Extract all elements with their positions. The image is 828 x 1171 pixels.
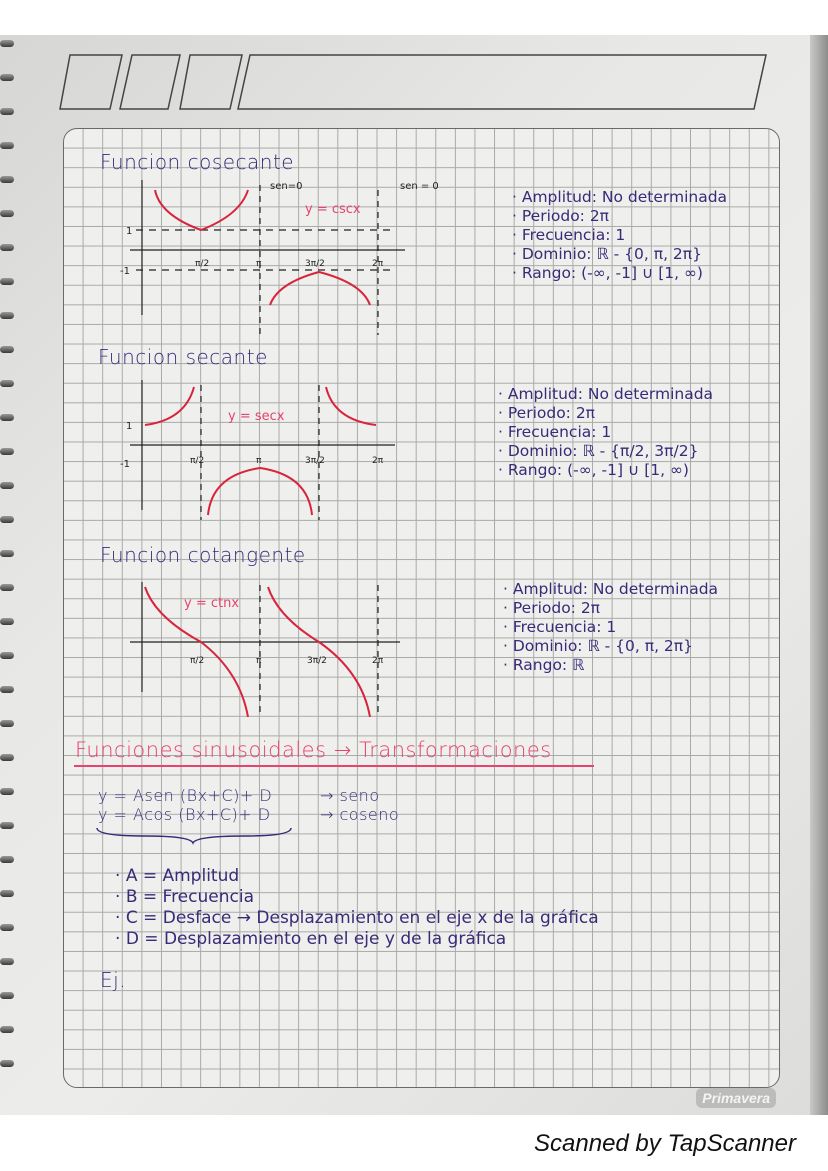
def-d: · D = Desplazamiento en el eje y de la gráfica: [115, 929, 507, 949]
cot-prop-frecuencia: · Frecuencia: 1: [503, 618, 617, 636]
csc-curve-2: [270, 272, 370, 305]
definitions-list: [115, 866, 599, 950]
csc-asym-note-2: sen = 0: [400, 181, 439, 192]
sec-prop-periodo: · Periodo: 2π: [498, 404, 596, 422]
spiral-ring: [0, 482, 14, 489]
spiral-ring: [0, 924, 14, 931]
csc-y-tick-2: -1: [120, 266, 130, 277]
spiral-ring: [0, 550, 14, 557]
cot-properties: [503, 580, 718, 675]
sec-y-tick-2: -1: [120, 459, 130, 470]
spiral-binding: [0, 40, 14, 1090]
sec-curve-2: [208, 468, 312, 515]
spiral-ring: [0, 754, 14, 761]
spiral-ring: [0, 448, 14, 455]
csc-prop-periodo: · Periodo: 2π: [512, 207, 610, 225]
sec-x-tick-3: 3π/2: [305, 456, 325, 466]
spiral-ring: [0, 1026, 14, 1033]
spiral-ring: [0, 74, 14, 81]
brace: [95, 825, 295, 845]
csc-x-tick-4: 2π: [372, 259, 384, 269]
csc-prop-rango: · Rango: (-∞, -1] ∪ [1, ∞): [512, 264, 703, 282]
csc-y-tick-1: 1: [126, 226, 133, 237]
spiral-ring: [0, 516, 14, 523]
spiral-ring: [0, 40, 14, 47]
spiral-ring: [0, 584, 14, 591]
spiral-ring: [0, 856, 14, 863]
sec-equation: y = secx: [228, 409, 285, 424]
def-c: · C = Desface → Desplazamiento en el eje x de la gráfica: [115, 908, 599, 928]
scanner-watermark: Scanned by TapScanner: [534, 1130, 796, 1157]
spiral-ring: [0, 312, 14, 319]
spiral-ring: [0, 244, 14, 251]
cot-x-tick-4: 2π: [372, 656, 384, 666]
sec-prop-frecuencia: · Frecuencia: 1: [498, 423, 612, 441]
cot-prop-periodo: · Periodo: 2π: [503, 599, 601, 617]
csc-asym-note-1: sen=0: [270, 181, 303, 192]
csc-prop-frecuencia: · Frecuencia: 1: [512, 226, 626, 244]
header-boxes: [60, 52, 780, 112]
spiral-ring: [0, 618, 14, 625]
eq-coseno: y = Acos (Bx+C)+ D: [98, 805, 271, 824]
sec-graph: [100, 375, 400, 525]
spiral-ring: [0, 142, 14, 149]
sec-x-tick-1: π/2: [190, 456, 205, 466]
eq-coseno-note: → coseno: [320, 805, 400, 824]
sec-y-tick-1: 1: [126, 421, 133, 432]
eq-seno: y = Asen (Bx+C)+ D: [98, 786, 273, 805]
csc-curve-1: [155, 190, 248, 230]
spiral-ring: [0, 414, 14, 421]
sec-prop-dominio: · Dominio: ℝ - {π/2, 3π/2}: [498, 442, 699, 460]
cot-x-tick-3: 3π/2: [307, 656, 327, 666]
spiral-ring: [0, 822, 14, 829]
cot-prop-rango: · Rango: ℝ: [503, 656, 585, 674]
cot-x-tick-2: π: [256, 656, 262, 666]
cot-prop-dominio: · Dominio: ℝ - {0, π, 2π}: [503, 637, 693, 655]
cot-title: Funcion cotangente: [100, 543, 306, 567]
spiral-ring: [0, 652, 14, 659]
spiral-ring: [0, 176, 14, 183]
cot-graph: [100, 577, 400, 727]
def-a: · A = Amplitud: [115, 866, 240, 886]
sec-prop-rango: · Rango: (-∞, -1] ∪ [1, ∞): [498, 461, 689, 479]
section-heading: Funciones sinusoidales → Transformaciones: [75, 738, 552, 762]
spiral-ring: [0, 720, 14, 727]
sec-x-tick-2: π: [256, 456, 262, 466]
page-edge: [810, 35, 828, 1115]
spiral-ring: [0, 958, 14, 965]
cot-prop-amplitud: · Amplitud: No determinada: [503, 580, 719, 598]
spiral-ring: [0, 788, 14, 795]
sec-properties: [498, 385, 713, 480]
csc-x-tick-1: π/2: [195, 259, 210, 269]
csc-x-tick-3: 3π/2: [305, 259, 325, 269]
def-b: · B = Frecuencia: [115, 887, 254, 907]
spiral-ring: [0, 890, 14, 897]
section-underline: [74, 765, 594, 767]
csc-prop-amplitud: · Amplitud: No determinada: [512, 188, 728, 206]
csc-graph: [100, 175, 439, 340]
cot-curve-2: [268, 587, 370, 717]
spiral-ring: [0, 992, 14, 999]
sec-curve-3: [326, 387, 376, 425]
csc-equation: y = cscx: [305, 202, 361, 217]
csc-properties: [512, 188, 727, 283]
sec-prop-amplitud: · Amplitud: No determinada: [498, 385, 714, 403]
sec-title: Funcion secante: [98, 345, 268, 369]
sec-x-tick-4: 2π: [372, 456, 384, 466]
spiral-ring: [0, 686, 14, 693]
example-label: Ej.: [100, 968, 127, 992]
eq-seno-note: → seno: [320, 786, 380, 805]
spiral-ring: [0, 210, 14, 217]
cot-x-tick-1: π/2: [190, 656, 205, 666]
sec-curve-1: [145, 387, 194, 425]
csc-prop-dominio: · Dominio: ℝ - {0, π, 2π}: [512, 245, 702, 263]
cot-equation: y = ctnx: [184, 596, 240, 611]
spiral-ring: [0, 380, 14, 387]
spiral-ring: [0, 1060, 14, 1067]
primavera-logo: Primavera: [696, 1088, 776, 1108]
spiral-ring: [0, 108, 14, 115]
spiral-ring: [0, 346, 14, 353]
spiral-ring: [0, 278, 14, 285]
csc-title: Funcion cosecante: [100, 150, 295, 174]
csc-x-tick-2: π: [256, 259, 262, 269]
